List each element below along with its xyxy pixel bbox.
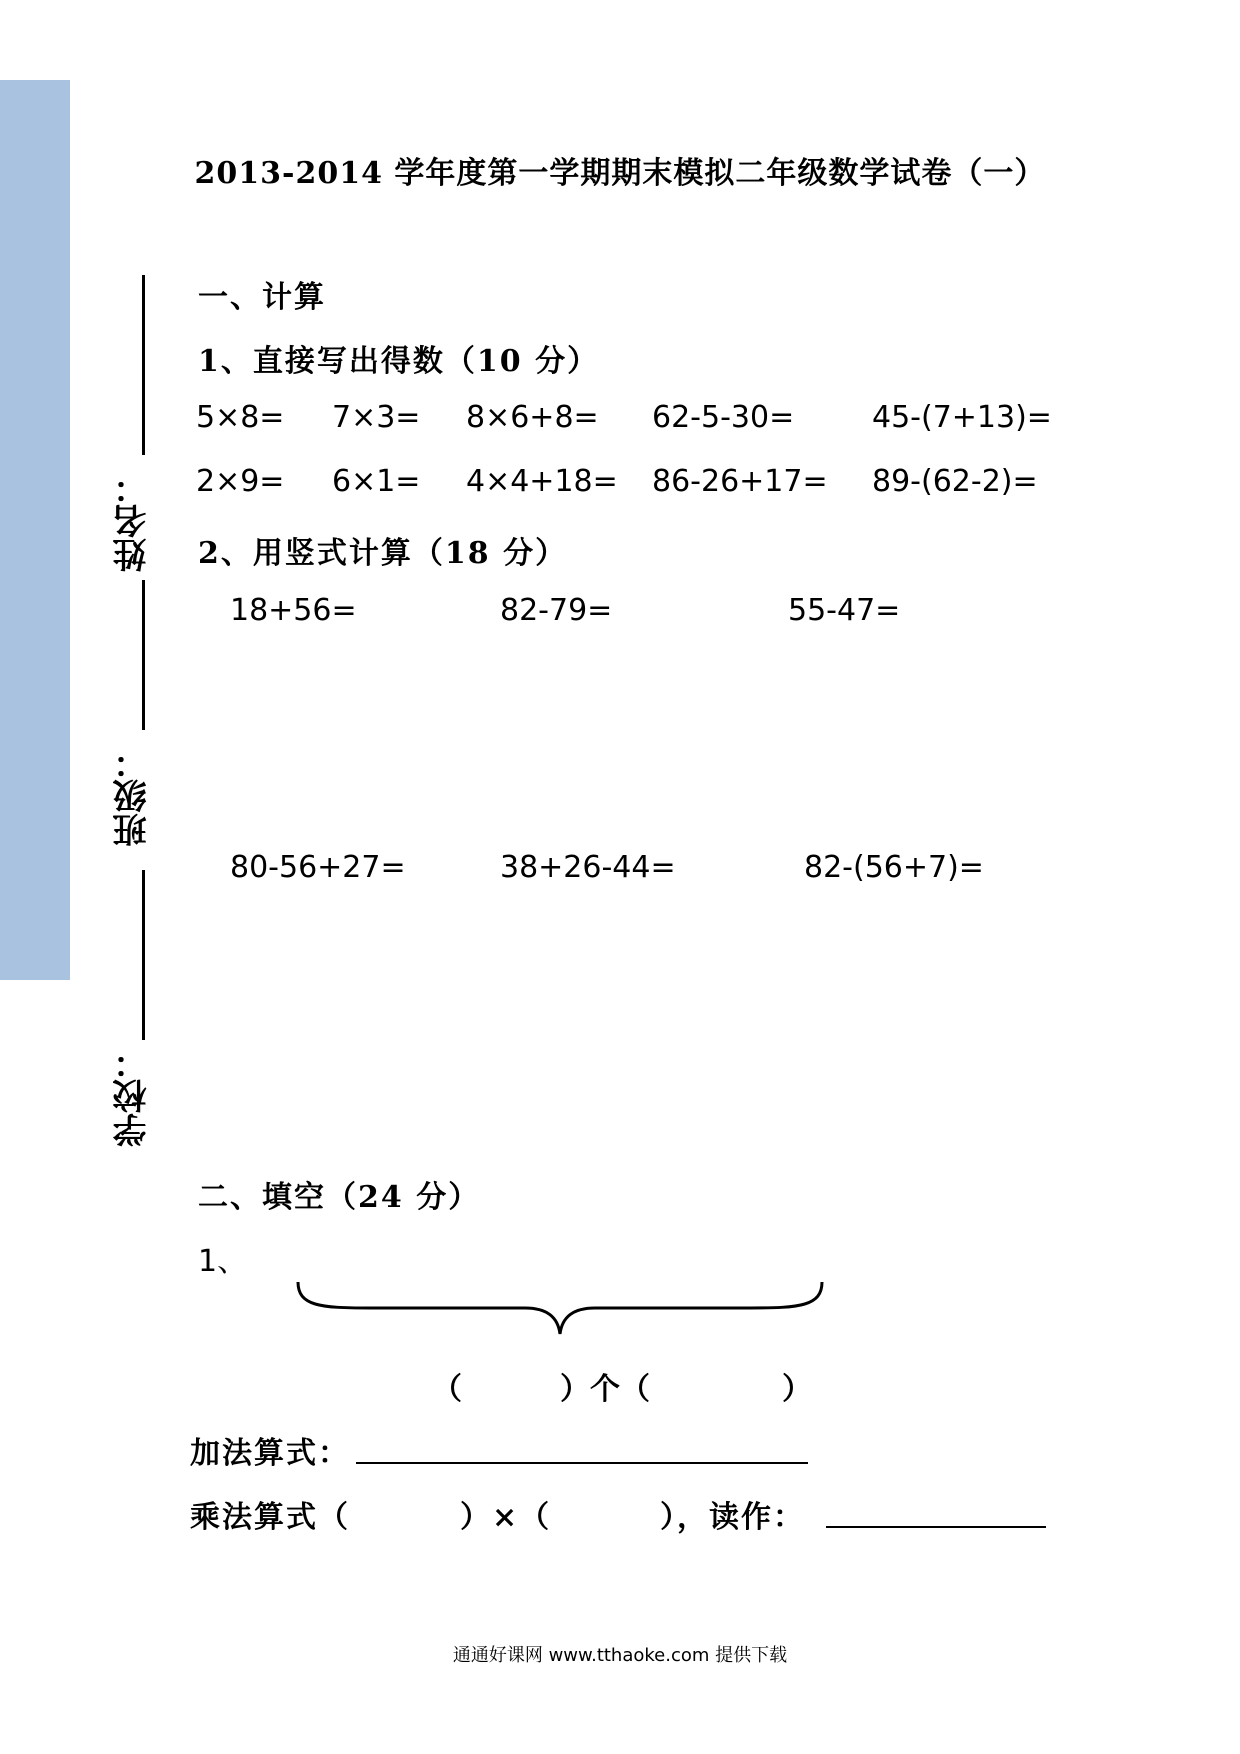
q1-expr: 62-5-30= <box>652 400 795 435</box>
times-sign: ）×（ <box>460 1500 552 1535</box>
section1-heading: 一、计算 <box>198 280 326 315</box>
q1-expr: 5×8= <box>196 400 285 435</box>
q1-expr: 6×1= <box>332 464 421 499</box>
curly-brace-icon <box>290 1278 830 1338</box>
multiplication-label: 乘法算式（ <box>190 1500 350 1535</box>
read-as-label: ），读作： <box>660 1500 805 1535</box>
q1-heading: 1、直接写出得数（10 分） <box>198 344 600 379</box>
q2-heading: 2、用竖式计算（18 分） <box>198 536 568 571</box>
q1-expr: 89-(62-2)= <box>872 464 1038 499</box>
q2-expr: 18+56= <box>230 593 357 628</box>
q2-expr: 80-56+27= <box>230 850 406 885</box>
binding-strip <box>0 80 70 980</box>
addition-answer-line[interactable] <box>356 1462 808 1464</box>
fill-q1-label: 1、 <box>198 1244 248 1279</box>
section2-heading: 二、填空（24 分） <box>198 1180 481 1215</box>
blank-count-text: ）个（ <box>560 1372 650 1407</box>
binding-line-class <box>142 870 145 1040</box>
blank-right-paren: ） <box>782 1372 812 1407</box>
binding-line-top <box>142 275 145 455</box>
binding-line-name <box>142 580 145 730</box>
q1-expr: 4×4+18= <box>466 464 618 499</box>
q1-expr: 45-(7+13)= <box>872 400 1052 435</box>
footer-text: 通通好课网 www.tthaoke.com 提供下载 <box>452 1645 788 1666</box>
q1-expr: 8×6+8= <box>466 400 599 435</box>
school-label: 学校： <box>113 1045 153 1147</box>
class-label: 班级： <box>113 745 153 847</box>
q1-expr: 86-26+17= <box>652 464 828 499</box>
q2-expr: 82-79= <box>500 593 613 628</box>
blank-left-paren: （ <box>432 1372 462 1407</box>
name-label: 姓名： <box>113 470 153 572</box>
q1-expr: 7×3= <box>332 400 421 435</box>
read-as-answer-line[interactable] <box>826 1526 1046 1528</box>
q2-expr: 82-(56+7)= <box>804 850 984 885</box>
q2-expr: 55-47= <box>788 593 901 628</box>
addition-label: 加法算式： <box>190 1436 350 1471</box>
q2-expr: 38+26-44= <box>500 850 676 885</box>
page-title: 2013-2014 学年度第一学期期末模拟二年级数学试卷（一） <box>194 156 1046 191</box>
q1-expr: 2×9= <box>196 464 285 499</box>
